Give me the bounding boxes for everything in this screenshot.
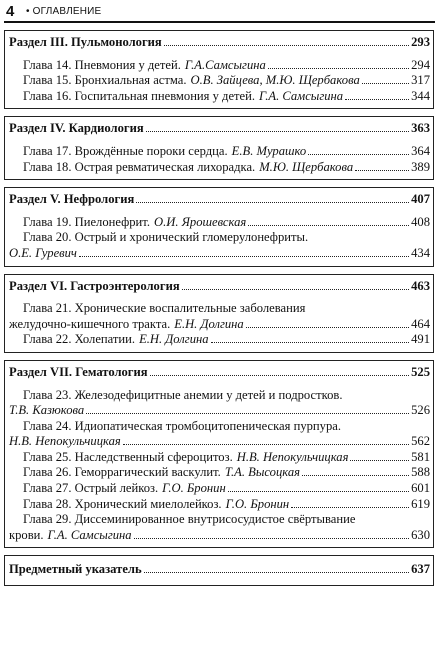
- dot-leader: [164, 45, 409, 46]
- section-pulmonology: [4, 30, 434, 109]
- chapter-author: О.И. Ярошевская: [154, 214, 247, 229]
- chapter-author: Г.А. Самсыгина: [259, 88, 344, 103]
- chapter-author: Т.А. Высоцкая: [224, 465, 300, 480]
- section-heading[interactable]: [9, 279, 430, 295]
- chapter-page: 619: [411, 496, 430, 511]
- section-cardiology: [4, 116, 434, 180]
- section-nephrology: [4, 187, 434, 266]
- chapter-page: 630: [411, 527, 430, 542]
- dot-leader: [302, 475, 409, 476]
- dot-leader: [345, 99, 409, 100]
- chapter-entry[interactable]: [9, 73, 430, 89]
- chapter-page: 389: [411, 159, 430, 174]
- chapter-author: О.В. Зайцева, М.Ю. Щербакова: [190, 73, 360, 88]
- dot-leader: [86, 413, 409, 414]
- chapter-title: Глава 21. Хронические воспалительные заболевания: [23, 301, 306, 316]
- chapter-entry-continuation[interactable]: [9, 403, 430, 419]
- dot-leader: [291, 507, 409, 508]
- chapter-author: Г.О. Бронин: [225, 496, 290, 511]
- chapter-entry[interactable]: [9, 230, 430, 246]
- chapter-title: Глава 17. Врождённые пороки сердца.: [23, 143, 228, 158]
- section-heading[interactable]: [9, 35, 430, 51]
- section-hematology: [4, 360, 434, 549]
- chapter-page: 344: [411, 88, 430, 103]
- table-of-contents: [4, 30, 434, 586]
- chapter-title: Глава 20. Острый и хронический гломерулонефриты.: [23, 230, 309, 245]
- dot-leader: [246, 327, 409, 328]
- subject-index-title: Предметный указатель: [9, 562, 142, 577]
- chapter-title: Глава 29. Диссеминированное внутрисосудистое свёртывание: [23, 512, 356, 527]
- chapter-title-continuation: желудочно-кишечного тракта.: [9, 316, 171, 331]
- dot-leader: [228, 491, 409, 492]
- section-heading[interactable]: [9, 365, 430, 381]
- chapter-author: М.Ю. Щербакова: [259, 159, 354, 174]
- chapter-author: Е.Н. Долгина: [174, 316, 244, 331]
- chapter-page: 601: [411, 481, 430, 496]
- dot-leader: [123, 444, 409, 445]
- chapter-page: 408: [411, 214, 430, 229]
- running-title: • ОГЛАВЛЕНИЕ: [26, 6, 102, 17]
- chapter-author: Т.В. Казюкова: [9, 403, 85, 418]
- chapter-entry-continuation[interactable]: [9, 317, 430, 333]
- chapter-title: Глава 27. Острый лейкоз.: [23, 481, 159, 496]
- chapter-author: Е.Н. Долгина: [139, 332, 209, 347]
- chapter-entry[interactable]: [9, 450, 430, 466]
- chapter-author: Н.В. Непокульчицкая: [9, 434, 121, 449]
- chapter-entry[interactable]: [9, 481, 430, 497]
- chapter-title: Глава 28. Хронический миелолейкоз.: [23, 496, 222, 511]
- chapter-entry[interactable]: [9, 58, 430, 74]
- chapter-entry[interactable]: [9, 160, 430, 176]
- section-title: Раздел VI. Гастроэнтерология: [9, 278, 180, 293]
- dot-leader: [362, 83, 409, 84]
- section-gastroenterology: [4, 274, 434, 353]
- chapter-entry-continuation[interactable]: [9, 434, 430, 450]
- dot-leader: [308, 154, 409, 155]
- chapter-entry-continuation[interactable]: [9, 246, 430, 262]
- chapter-entry[interactable]: [9, 89, 430, 105]
- subject-index-page: 637: [411, 562, 430, 577]
- section-page: 407: [411, 192, 430, 207]
- dot-leader: [211, 342, 410, 343]
- section-heading[interactable]: [9, 192, 430, 208]
- chapter-entry[interactable]: [9, 497, 430, 513]
- chapter-title: Глава 15. Бронхиальная астма.: [23, 73, 187, 88]
- chapter-page: 364: [411, 143, 430, 158]
- chapter-author: Г.А.Самсыгина: [184, 57, 266, 72]
- chapter-author: Г.О. Бронин: [162, 481, 226, 496]
- chapter-entry[interactable]: [9, 388, 430, 404]
- chapter-entry[interactable]: [9, 301, 430, 317]
- chapter-entry-continuation[interactable]: [9, 528, 430, 544]
- dot-leader: [136, 202, 409, 203]
- chapter-title: Глава 14. Пневмония у детей.: [23, 57, 181, 72]
- dot-leader: [144, 572, 409, 573]
- chapter-title: Глава 23. Железодефицитные анемии у детей и подростков.: [23, 387, 343, 402]
- dot-leader: [268, 68, 409, 69]
- chapter-title-continuation: крови.: [9, 527, 44, 542]
- chapter-page: 464: [411, 316, 430, 331]
- section-page: 363: [411, 121, 430, 136]
- chapter-title: Глава 25. Наследственный сфероцитоз.: [23, 449, 233, 464]
- subject-index-box: [4, 555, 434, 586]
- section-title: Раздел IV. Кардиология: [9, 121, 144, 136]
- dot-leader: [146, 131, 409, 132]
- chapter-page: 294: [411, 57, 430, 72]
- chapter-title: Глава 18. Острая ревматическая лихорадка.: [23, 159, 256, 174]
- page-header: [4, 2, 435, 23]
- chapter-entry[interactable]: [9, 332, 430, 348]
- chapter-page: 526: [411, 403, 430, 418]
- chapter-page: 588: [411, 465, 430, 480]
- dot-leader: [134, 538, 410, 539]
- chapter-entry[interactable]: [9, 215, 430, 231]
- dot-leader: [248, 225, 409, 226]
- chapter-entry[interactable]: [9, 465, 430, 481]
- chapter-title: Глава 16. Госпитальная пневмония у детей.: [23, 88, 256, 103]
- dot-leader: [350, 460, 409, 461]
- chapter-entry[interactable]: [9, 144, 430, 160]
- chapter-title: Глава 26. Геморрагический васкулит.: [23, 465, 221, 480]
- chapter-title: Глава 24. Идиопатическая тромбоцитопеническая пурпура.: [23, 418, 341, 433]
- section-heading[interactable]: [9, 121, 430, 137]
- chapter-title: Глава 22. Холепатии.: [23, 332, 136, 347]
- chapter-entry[interactable]: [9, 512, 430, 528]
- subject-index-entry[interactable]: [9, 562, 430, 578]
- dot-leader: [79, 256, 409, 257]
- section-title: Раздел V. Нефрология: [9, 192, 135, 207]
- chapter-page: 434: [411, 245, 430, 260]
- dot-leader: [182, 289, 409, 290]
- chapter-author: О.Е. Гуревич: [9, 245, 77, 260]
- section-page: 293: [411, 35, 430, 49]
- chapter-author: Н.В. Непокульчицкая: [236, 449, 349, 464]
- chapter-page: 317: [411, 73, 430, 88]
- section-title: Раздел VII. Гематология: [9, 364, 148, 379]
- section-page: 525: [411, 364, 430, 379]
- section-title: Раздел III. Пульмонология: [9, 35, 162, 49]
- page-number: 4: [6, 3, 15, 20]
- chapter-page: 491: [411, 332, 430, 347]
- dot-leader: [150, 375, 410, 376]
- chapter-page: 581: [411, 449, 430, 464]
- chapter-entry[interactable]: [9, 419, 430, 435]
- section-page: 463: [411, 278, 430, 293]
- dot-leader: [355, 170, 409, 171]
- chapter-page: 562: [411, 434, 430, 449]
- chapter-title: Глава 19. Пиелонефрит.: [23, 214, 151, 229]
- chapter-author: Г.А. Самсыгина: [47, 527, 132, 542]
- chapter-author: Е.В. Мурашко: [231, 143, 307, 158]
